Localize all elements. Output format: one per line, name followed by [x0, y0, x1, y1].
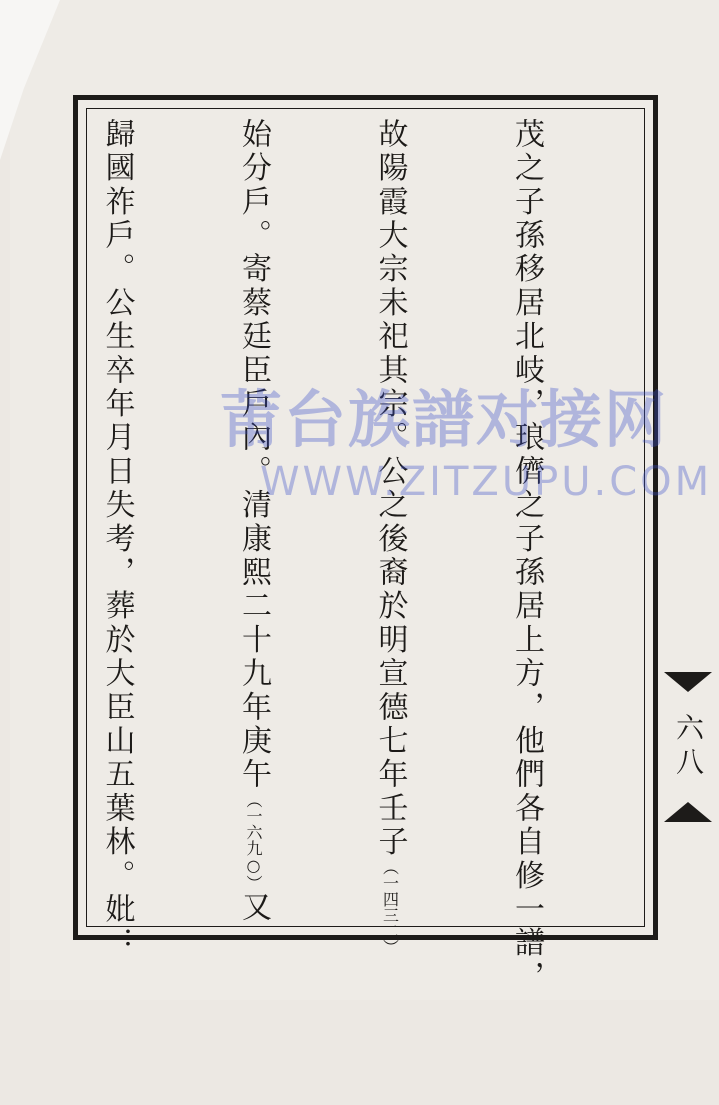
tab-top-arrow-icon — [664, 672, 712, 692]
genealogy-text — [92, 118, 640, 995]
text-column-3-main: 始分戶。寄蔡廷臣戶內。清康熙二十九年庚午 — [236, 118, 271, 792]
watermark-chinese: 莆台族譜对接网 — [220, 383, 669, 456]
text-column-5 — [0, 118, 3, 928]
text-column-2 — [367, 118, 413, 956]
text-column-3: 始分戶。寄蔡廷臣戶內。清康熙二十九年庚午（一六九○）又 — [236, 118, 271, 925]
year-note-1690: （一六九○） — [244, 792, 263, 891]
page-number-tab — [664, 672, 712, 822]
year-note-1432: （一四三二） — [380, 859, 400, 956]
text-column-4: 歸國祚戶。公生卒年月日失考，葬於大臣山五葉林。妣： — [99, 118, 135, 961]
watermark-url: WWW.ZITZUPU.COM — [260, 459, 713, 505]
text-column-2-main: 故陽霞大宗未祀其宗。公之後裔於明宣德七年壬子 — [372, 118, 408, 860]
page-number: 六八 — [672, 713, 705, 781]
text-column-1: 茂之子孫移居北岐，琅儕之子孫居上方，他們各自修一譜， — [509, 118, 544, 995]
tab-bottom-arrow-icon — [664, 802, 712, 822]
